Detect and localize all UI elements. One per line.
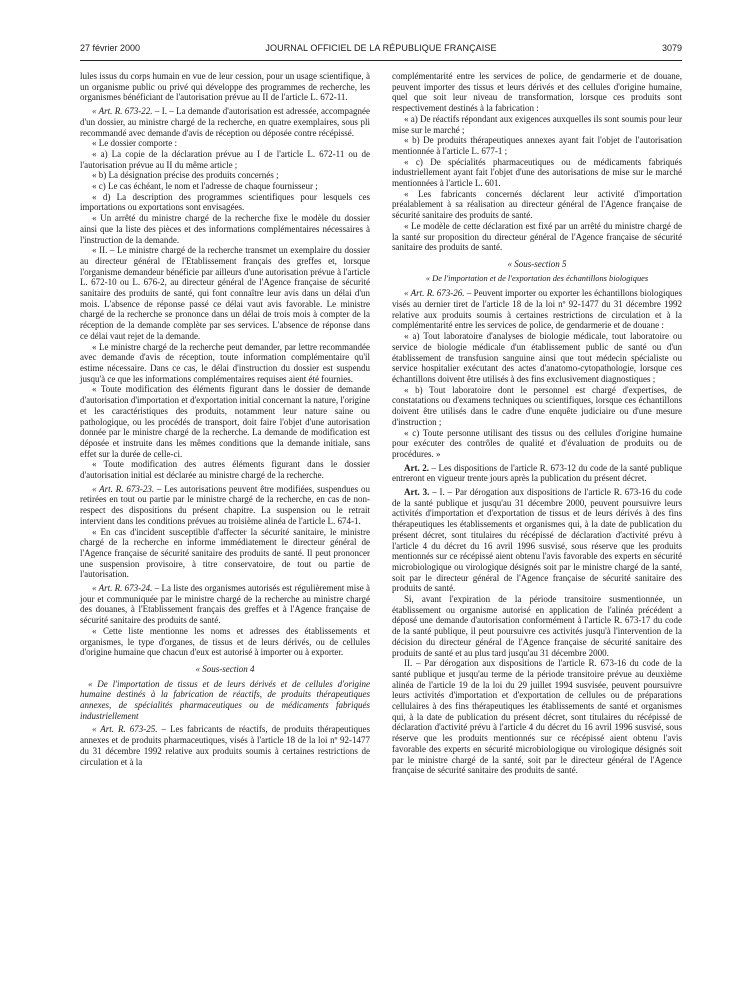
paragraph: « b) De produits thérapeutiques annexes ayant fait l'objet de l'autorisation mentionnée à l'article L. 677-1 ; <box>392 135 682 156</box>
article-r673-26: « Art. R. 673-26. – Peuvent importer ou exporter les échantillons biologiques visés au dernier tiret de l'article 18 de la loi nº 92-1477 du 31 décembre 1992 relative aux produits soumis à certaines restrictions de circulation et à la complémentarité entre les services de police, de gendarmerie et de douane : <box>392 288 682 331</box>
article-r673-24: « Art. R. 673-24. – La liste des organismes autorisés est régulièrement mise à jour et communiquée par le ministre chargé de la recherche au ministre chargé des douanes, à l'Etablissement français des greffes et à l'Agence française de sécurité sanitaire des produits de santé. <box>80 583 370 626</box>
paragraph: « d) La description des programmes scientifiques pour lesquels ces importations ou exportations sont envisagées. <box>80 191 370 213</box>
paragraph: « a) De réactifs répondant aux exigences auxquelles ils sont soumis pour leur mise sur le marché ; <box>392 113 682 135</box>
right-column <box>392 71 682 776</box>
article-r673-23: « Art. R. 673-23. – Les autorisations peuvent être modifiées, suspendues ou retirées en tout ou partie par le ministre chargé de la recherche, en cas de non-respect des dispositions du présent chapitre. La suspension ou le retrait intervient dans les conditions prévues au troisième alinéa de l'article L. 674-1. <box>80 483 370 526</box>
paragraph: « c) De spécialités pharmaceutiques ou de médicaments fabriqués industriellement ayant fait l'objet d'une des autorisations de mise sur le marché mentionnées à l'article L. 601. <box>392 156 682 189</box>
article-r673-25: « Art. R. 673-25. – Les fabricants de réactifs, de produits thérapeutiques annexes et de produits pharmaceutiques, visés à l'article 18 de la loi nº 92-1477 du 31 décembre 1992 relative aux produits soumis à certaines restrictions de circulation et à la <box>80 724 370 767</box>
page-header <box>80 43 682 57</box>
paragraph: « Le dossier comporte : <box>92 138 177 149</box>
paragraph: « Le modèle de cette déclaration est fixé par un arrêté du ministre chargé de la santé sur proposition du directeur général de l'Agence française de sécurité sanitaire des produits de santé. <box>392 220 682 253</box>
paragraph: « c) Le cas échéant, le nom et l'adresse de chaque fournisseur ; <box>92 181 318 192</box>
subsection-heading: « Sous-section 4 <box>195 663 255 674</box>
paragraph: « Un arrêté du ministre chargé de la recherche fixe le modèle du dossier ainsi que la liste des pièces et des informations complémentaires nécessaires à l'instruction de la demande. <box>80 213 370 245</box>
article-r673-22: « Art. R. 673-22. – I. – La demande d'autorisation est adressée, accompagnée d'un dossier, au ministre chargé de la recherche, en quatre exemplaires, sous pli recommandé avec demande d'avis de réception ou déposée contre récépissé. <box>80 106 370 138</box>
page-number: 3079 <box>661 43 682 53</box>
article-2: Art. 2. – Les dispositions de l'article R. 673-12 du code de la santé publique entreront en vigueur trente jours après la publication du présent décret. <box>392 462 682 484</box>
paragraph: « Le ministre chargé de la recherche peut demander, par lettre recommandée avec demande d'avis de réception, toute information complémentaire qu'il estime nécessaire. Dans ce cas, le délai d'instruction du dossier est suspendu jusqu'à ce que les informations complémentaires requises aient été fournies. <box>80 341 370 384</box>
paragraph: Si, avant l'expiration de la période transitoire susmentionnée, un établissement ou organisme autorisé en application de l'alinéa précédent a déposé une demande d'autorisation conformément à l'article R. 673-17 du code de la santé publique, il peut poursuivre ces activités jusqu'à l'intervention de la décision du directeur général de l'Agence française de sécurité sanitaire des produits de santé et au plus tard jusqu'au 31 décembre 2000. <box>392 594 682 658</box>
paragraph: « b) Tout laboratoire dont le personnel est chargé d'expertises, de constatations ou d'examens techniques ou scientifiques, lorsque ces échantillons doivent être utilisés dans le cadre d'une enquête judiciaire ou d'une mesure d'instruction ; <box>392 384 682 427</box>
journal-title: JOURNAL OFFICIEL DE LA RÉPUBLIQUE FRANÇAISE <box>265 43 497 53</box>
subsection-heading: « Sous-section 5 <box>507 258 567 269</box>
paragraph: « a) La copie de la déclaration prévue au I de l'article L. 672-11 ou de l'autorisation prévue au II du même article ; <box>80 148 370 170</box>
paragraph: « Cette liste mentionne les noms et adresses des établissements et organismes, le type d'organes, de tissus et de leurs dérivés, ou de cellules d'origine humaine que chacun d'eux est autorisé à importer ou à exporter. <box>80 625 370 658</box>
subsection-title: « De l'importation et de l'exportation des échantillons biologiques <box>425 273 649 283</box>
paragraph: « a) Tout laboratoire d'analyses de biologie médicale, tout laboratoire ou service de biologie médicale d'un établissement public de santé ou d'un établissement de transfusion sanguine ainsi que tout médecin spécialiste ou service hospitalier exécutant des actes d'anatomo-cytopathologie, lorsque ces échantillons doivent être utilisés à des fins exclusivement diagnostiques ; <box>392 331 682 384</box>
header-rule <box>80 60 682 61</box>
left-column <box>80 71 370 767</box>
header-date: 27 février 2000 <box>80 43 141 53</box>
paragraph: « II. – Le ministre chargé de la recherche transmet un exemplaire du dossier au directeur général de l'Etablissement français des greffes et, lorsque l'organisme demandeur bénéficie par ailleurs d'une autorisation prévue à l'article L. 672-10 ou L. 676-2, au directeur général de l'Agence française de sécurité sanitaire des produits de santé, qui font connaître leur avis dans un délai d'un mois. L'absence de réponse passé ce délai vaut avis favorable. Le ministre chargé de la recherche se prononce dans un délai de trois mois à compter de la réception de la demande complète par ses services. L'absence de réponse dans ce délai vaut rejet de la demande. <box>80 245 370 341</box>
paragraph: lules issus du corps humain en vue de leur cession, pour un usage scientifique, à un organisme public ou privé qui développe des programmes de recherche, les organismes bénéficiant de l'autorisation prévue au II de l'article L. 672-11. <box>80 71 370 103</box>
paragraph: « Les fabricants concernés déclarent leur activité d'importation préalablement à sa réalisation au directeur général de l'Agence française de sécurité sanitaire des produits de santé. <box>392 188 682 221</box>
paragraph: « En cas d'incident susceptible d'affecter la sécurité sanitaire, le ministre chargé de la recherche en informe immédiatement le directeur général de l'Agence française de sécurité sanitaire des produits de santé. Il peut prononcer une suspension provisoire, à titre conservatoire, de tout ou partie de l'autorisation. <box>80 526 370 580</box>
paragraph: II. – Par dérogation aux dispositions de l'article R. 673-16 du code de la santé publique et jusqu'au terme de la période transitoire prévue au deuxième alinéa de l'article 19 de la loi du 29 juillet 1994 susvisée, peuvent poursuivre leurs activités d'importation et d'exportation de cellules ou de préparations cellulaires à des fins thérapeutiques les établissements de santé et organismes qui, à la date de publication du présent décret, sont titulaires du récépissé de déclaration d'activité prévu à l'article 4 du décret du 16 avril 1996 susvisé, sous réserve que les produits mentionnés sur ce récépissé aient obtenu l'avis favorable des experts en sécurité microbiologique ou virologique désignés soit par le ministre chargé de la santé, soit par le directeur général de l'Agence française de sécurité sanitaire des produits de santé. <box>392 658 682 776</box>
paragraph: « c) Toute personne utilisant des tissus ou des cellules d'origine humaine pour exécuter des contrôles de qualité et d'évaluation de produits ou de procédures. » <box>392 427 682 459</box>
subsection-title: « De l'importation de tissus et de leurs dérivés et de cellules d'origine humaine destinés à la fabrication de réactifs, de produits thérapeutiques annexes, de spécialités pharmaceutiques ou de médicaments fabriqués industriellement <box>80 678 370 721</box>
paragraph: complémentarité entre les services de police, de gendarmerie et de douane, peuvent importer des tissus et leurs dérivés et des cellules d'origine humaine, quel que soit leur niveau de transformation, lorsque ces produits sont respectivement destinés à la fabrication : <box>392 71 682 114</box>
paragraph: « Toute modification des éléments figurant dans le dossier de demande d'autorisation d'importation et d'exportation initial concernant la nature, l'origine et les caractéristiques des produits, notamment leur nature saine ou pathologique, ou les procédés de transport, doit faire l'objet d'une autorisation donnée par le ministre chargé de la recherche. La demande de modification est déposée et instruite dans les mêmes conditions que la demande initiale, sans effet sur la durée de celle-ci. <box>80 384 370 459</box>
article-3: Art. 3. – I. – Par dérogation aux dispositions de l'article R. 673-16 du code de la santé publique et jusqu'au 31 décembre 2000, peuvent poursuivre leurs activités d'importation et d'exportation de tissus et de leurs dérivés à des fins thérapeutiques les établissements et organismes qui, à la date de publication du présent décret, sont titulaires du récépissé de déclaration d'activité prévu à l'article 4 du décret du 16 avril 1996 susvisé, sous réserve que les produits mentionnés sur ce récépissé aient obtenu l'avis favorable des experts en sécurité microbiologique ou virologique désignés soit par le ministre chargé de la santé, soit par le directeur général de l'Agence française de sécurité sanitaire des produits de santé. <box>392 487 682 594</box>
paragraph: « Toute modification des autres éléments figurant dans le dossier d'autorisation initial est déclarée au ministre chargé de la recherche. <box>80 459 370 481</box>
paragraph: « b) La désignation précise des produits concernés ; <box>92 170 279 181</box>
